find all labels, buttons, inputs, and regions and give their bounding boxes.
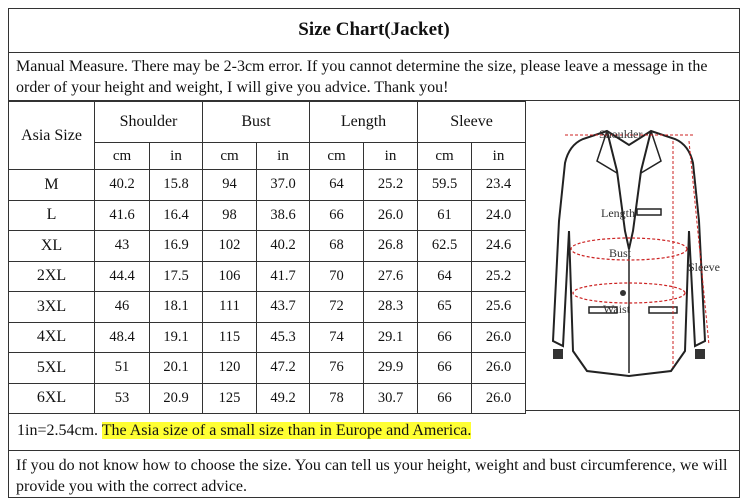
advice-note: If you do not know how to choose the size. You can tell us your height, weight and bust circumference, we will provide you with the correct advice. [16, 457, 728, 495]
measurement-cell: 19.1 [150, 322, 203, 353]
measurement-cell: 102 [203, 231, 257, 262]
table-row [9, 353, 526, 384]
measurement-cell: 40.2 [95, 170, 150, 201]
measurement-cell: 27.6 [364, 261, 418, 292]
measurement-cell: 37.0 [257, 170, 310, 201]
measurement-cell: 66 [310, 200, 364, 231]
size-cell: 3XL [9, 292, 95, 323]
size-cell: 4XL [9, 322, 95, 353]
size-cell: XL [9, 231, 95, 262]
measurement-cell: 43 [95, 231, 150, 262]
unit-header: cm [418, 143, 472, 170]
table-row [9, 170, 526, 201]
measurement-cell: 74 [310, 322, 364, 353]
measurement-cell: 125 [203, 383, 257, 414]
size-cell: 5XL [9, 353, 95, 384]
measurement-cell: 16.4 [150, 200, 203, 231]
measurement-cell: 29.1 [364, 322, 418, 353]
unit-header: cm [95, 143, 150, 170]
measurement-cell: 68 [310, 231, 364, 262]
measurement-cell: 28.3 [364, 292, 418, 323]
size-cell: L [9, 200, 95, 231]
conversion-prefix: 1in=2.54cm. [17, 422, 99, 439]
measurement-cell: 70 [310, 261, 364, 292]
measurement-cell: 43.7 [257, 292, 310, 323]
measurement-cell: 59.5 [418, 170, 472, 201]
shoulder-label: Shoulder [599, 127, 643, 141]
measurement-cell: 20.9 [150, 383, 203, 414]
sleeve-header: Sleeve [418, 102, 526, 143]
measurement-cell: 26.0 [472, 353, 526, 384]
measurement-cell: 18.1 [150, 292, 203, 323]
measurement-cell: 16.9 [150, 231, 203, 262]
measurement-cell: 51 [95, 353, 150, 384]
bust-label: Bust [609, 246, 632, 260]
measurement-cell: 26.0 [472, 322, 526, 353]
measurement-cell: 44.4 [95, 261, 150, 292]
measurement-cell: 94 [203, 170, 257, 201]
measurement-cell: 62.5 [418, 231, 472, 262]
measurement-cell: 46 [95, 292, 150, 323]
measurement-cell: 66 [418, 353, 472, 384]
length-label: Length [601, 206, 635, 220]
measurement-cell: 65 [418, 292, 472, 323]
table-row [9, 322, 526, 353]
measurement-cell: 76 [310, 353, 364, 384]
size-table [8, 101, 526, 414]
conversion-note [8, 411, 740, 451]
measurement-cell: 41.7 [257, 261, 310, 292]
table-row [9, 383, 526, 414]
bust-header: Bust [203, 102, 310, 143]
unit-header: in [257, 143, 310, 170]
measurement-cell: 41.6 [95, 200, 150, 231]
waist-label: Waist [603, 302, 631, 316]
shoulder-header: Shoulder [95, 102, 203, 143]
measurement-cell: 111 [203, 292, 257, 323]
measurement-cell: 49.2 [257, 383, 310, 414]
unit-header: in [150, 143, 203, 170]
measurement-cell: 64 [418, 261, 472, 292]
measurement-cell: 25.2 [472, 261, 526, 292]
measurement-cell: 64 [310, 170, 364, 201]
measurement-cell: 115 [203, 322, 257, 353]
measurement-cell: 26.0 [472, 383, 526, 414]
measurement-cell: 120 [203, 353, 257, 384]
measurement-cell: 38.6 [257, 200, 310, 231]
measurement-cell: 98 [203, 200, 257, 231]
measurement-cell: 48.4 [95, 322, 150, 353]
measurement-cell: 53 [95, 383, 150, 414]
measurement-cell: 66 [418, 322, 472, 353]
measurement-cell: 17.5 [150, 261, 203, 292]
jacket-illustration [525, 101, 740, 411]
unit-header: in [364, 143, 418, 170]
jacket-diagram [525, 101, 740, 411]
measurement-cell: 25.2 [364, 170, 418, 201]
unit-header: in [472, 143, 526, 170]
measurement-cell: 47.2 [257, 353, 310, 384]
unit-header: cm [310, 143, 364, 170]
measurement-cell: 26.8 [364, 231, 418, 262]
measurement-cell: 24.0 [472, 200, 526, 231]
asia-size-highlight: The Asia size of a small size than in Europe and America. [101, 422, 472, 439]
measurement-cell: 23.4 [472, 170, 526, 201]
measurement-cell: 66 [418, 383, 472, 414]
table-row [9, 231, 526, 262]
table-row [9, 200, 526, 231]
sleeve-label: Sleeve [688, 260, 720, 274]
table-row [9, 292, 526, 323]
measurement-cell: 20.1 [150, 353, 203, 384]
measurement-cell: 26.0 [364, 200, 418, 231]
length-header: Length [310, 102, 418, 143]
measurement-cell: 29.9 [364, 353, 418, 384]
measurement-cell: 106 [203, 261, 257, 292]
unit-header: cm [203, 143, 257, 170]
measure-notice: Manual Measure. There may be 2-3cm error. If you cannot determine the size, please leave a message in the order of your height and weight, I will give you advice. Thank you! [8, 53, 740, 101]
page-title: Size Chart(Jacket) [8, 8, 740, 53]
measurement-cell: 78 [310, 383, 364, 414]
measurement-cell: 30.7 [364, 383, 418, 414]
measurement-cell: 25.6 [472, 292, 526, 323]
size-column-header: Asia Size [9, 102, 95, 170]
measurement-cell: 61 [418, 200, 472, 231]
measurement-cell: 15.8 [150, 170, 203, 201]
size-cell: 6XL [9, 383, 95, 414]
table-row [9, 261, 526, 292]
measurement-cell: 24.6 [472, 231, 526, 262]
measurement-cell: 72 [310, 292, 364, 323]
measurement-cell: 45.3 [257, 322, 310, 353]
size-cell: 2XL [9, 261, 95, 292]
size-cell: M [9, 170, 95, 201]
measurement-cell: 40.2 [257, 231, 310, 262]
